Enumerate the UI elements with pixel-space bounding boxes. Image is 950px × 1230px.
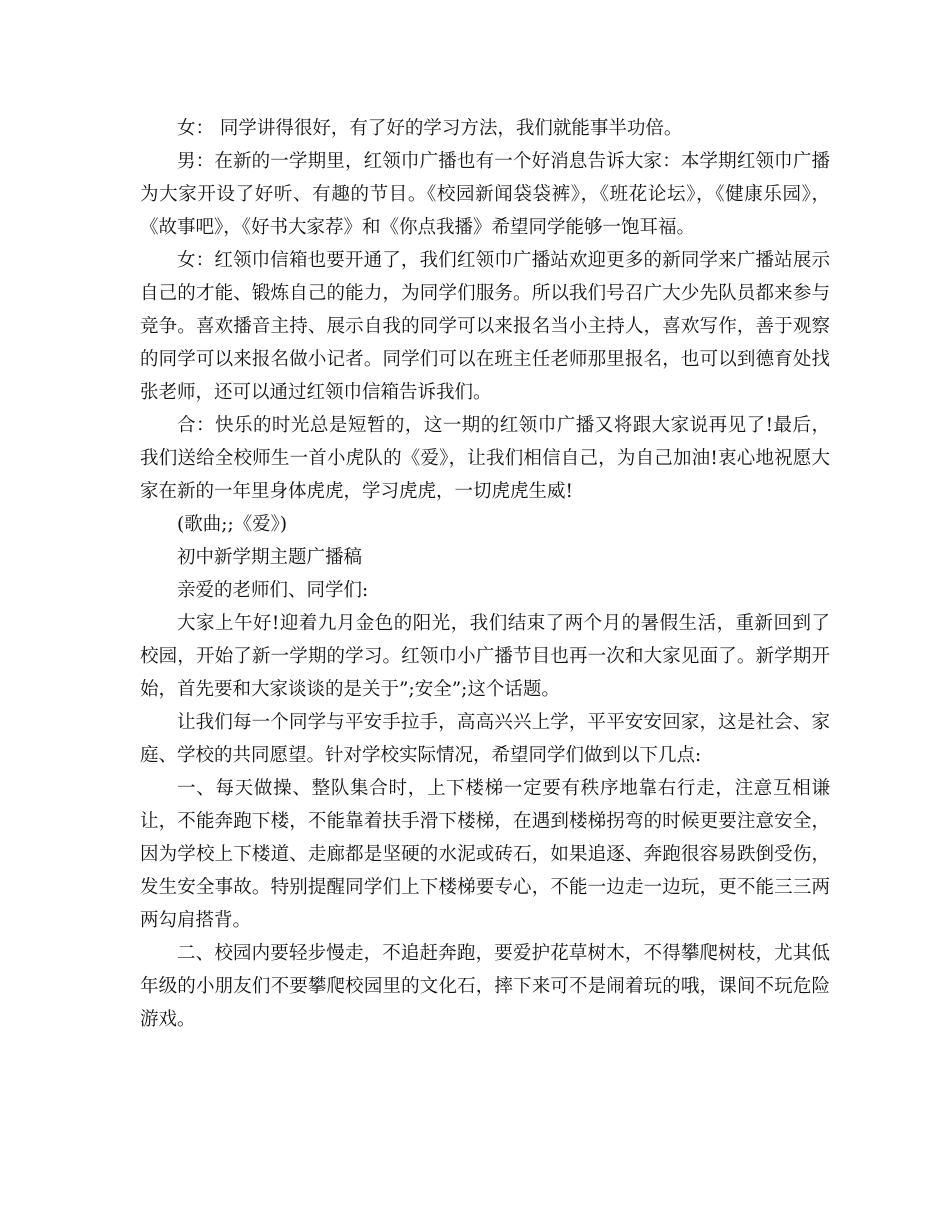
song-note: (歌曲;;《爱》)	[177, 514, 288, 535]
paragraph-safety-intro: 让我们每一个同学与平安手拉手，高高兴兴上学，平平安安回家，这是社会、家庭、学校的共同愿望。针对学校实际情况，希望同学们做到以下几点:	[140, 712, 830, 766]
paragraph-together-farewell: 合：快乐的时光总是短暂的，这一期的红领巾广播又将跟大家说再见了!最后，我们送给全校师生一首小虎队的《爱》，让我们相信自己，为自己加油!衷心地祝愿大家在新的一年里身体虎虎，学习虎虎，一切虎虎生威!	[140, 415, 830, 502]
paragraph-point-two: 二、校园内要轻步慢走，不追赶奔跑，要爱护花草树木，不得攀爬树枝，尤其低年级的小朋友们不要攀爬校园里的文化石，摔下来可不是闹着玩的哦，课间不玩危险游戏。	[140, 943, 830, 1030]
paragraph-opening: 大家上午好!迎着九月金色的阳光，我们结束了两个月的暑假生活，重新回到了校园，开始了新一学期的学习。红领巾小广播节目也再一次和大家见面了。新学期开始，首先要和大家谈谈的是关于”;安全”;这个话题。	[140, 613, 830, 700]
document-body	[140, 112, 830, 1036]
paragraph-female-mailbox: 女：红领巾信箱也要开通了，我们红领巾广播站欢迎更多的新同学来广播站展示自己的才能、锻炼自己的能力，为同学们服务。所以我们号召广大少先队员都来参与竞争。喜欢播音主持、展示自我的同学可以来报名当小主持人，喜欢写作，善于观察的同学可以来报名做小记者。同学们可以在班主任老师那里报名，也可以到德育处找张老师，还可以通过红领巾信箱告诉我们。	[140, 250, 830, 403]
paragraph-female-1: 女： 同学讲得很好，有了好的学习方法，我们就能事半功倍。	[177, 118, 683, 139]
greeting-line: 亲爱的老师们、同学们:	[177, 580, 369, 601]
paragraph-point-one: 一、每天做操、整队集合时，上下楼梯一定要有秩序地靠右行走，注意互相谦让，不能奔跑下楼，不能靠着扶手滑下楼梯，在遇到楼梯拐弯的时候更要注意安全，因为学校上下楼道、走廊都是坚硬的水泥或砖石，如果追逐、奔跑很容易跌倒受伤，发生安全事故。特别提醒同学们上下楼梯要专心，不能一边走一边玩，更不能三三两两勾肩搭背。	[140, 778, 830, 931]
section-title: 初中新学期主题广播稿	[177, 547, 363, 568]
paragraph-male-programs: 男：在新的一学期里，红领巾广播也有一个好消息告诉大家：本学期红领巾广播为大家开设了好听、有趣的节目。《校园新闻袋袋裤》，《班花论坛》，《健康乐园》，《故事吧》，《好书大家荐》和《你点我播》希望同学能够一饱耳福。	[140, 151, 830, 238]
